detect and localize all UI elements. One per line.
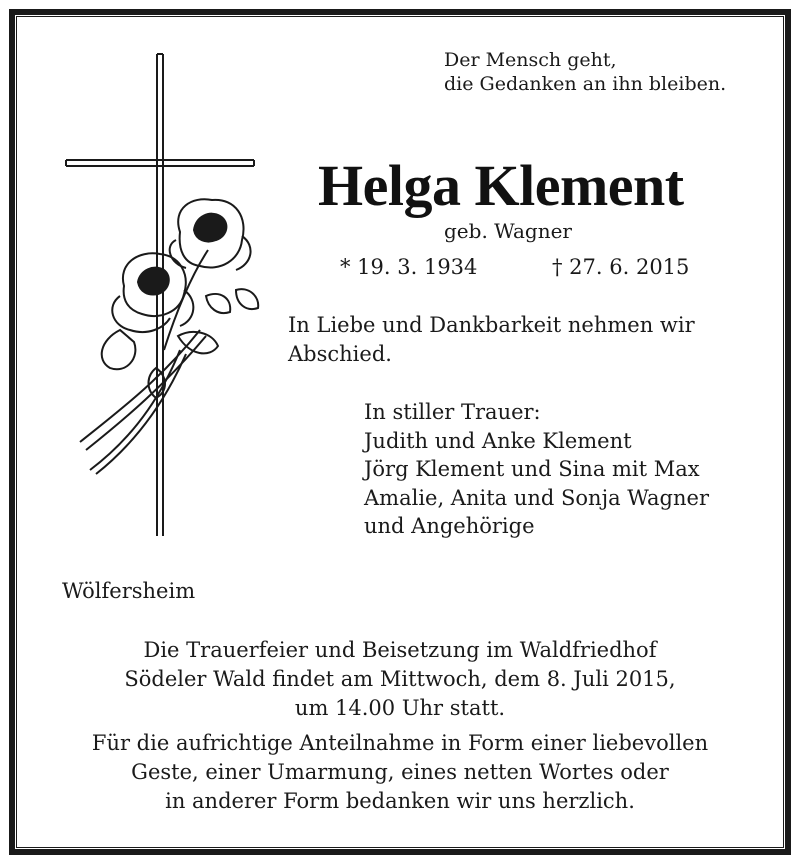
- mourner-name: Jörg Klement und Sina mit Max: [364, 457, 700, 481]
- deceased-name: Helga Klement: [318, 153, 684, 218]
- maiden-name: geb. Wagner: [444, 219, 572, 243]
- service-line: Die Trauerfeier und Beisetzung im Waldfriedhof: [143, 638, 657, 662]
- farewell-text: [288, 311, 768, 369]
- thanks-notice: [0, 729, 800, 816]
- birth-date: * 19. 3. 1934: [340, 255, 478, 279]
- service-line: Södeler Wald findet am Mittwoch, dem 8. Juli 2015,: [124, 667, 676, 691]
- thanks-line: Für die aufrichtige Anteilnahme in Form einer liebevollen: [91, 731, 709, 755]
- mourner-name: und Angehörige: [364, 514, 535, 538]
- motto-line: Der Mensch geht,: [444, 49, 617, 71]
- motto-line: die Gedanken an ihn bleiben.: [444, 73, 727, 95]
- mourners-heading: In stiller Trauer:: [364, 400, 541, 424]
- mourner-name: Amalie, Anita und Sonja Wagner: [364, 485, 709, 510]
- farewell-line: Abschied.: [288, 342, 392, 366]
- place-name: Wölfersheim: [62, 579, 196, 603]
- motto: [444, 48, 726, 96]
- thanks-line: Geste, einer Umarmung, eines netten Wortes oder: [131, 760, 669, 784]
- mourners-block: [364, 398, 709, 541]
- mourner-name: Judith und Anke Klement: [364, 428, 632, 453]
- service-line: um 14.00 Uhr statt.: [294, 696, 506, 720]
- cross-with-roses-icon: [60, 50, 260, 540]
- service-notice: [0, 636, 800, 723]
- thanks-line: in anderer Form bedanken wir uns herzlich.: [165, 789, 635, 813]
- death-date: † 27. 6. 2015: [552, 255, 690, 279]
- farewell-line: In Liebe und Dankbarkeit nehmen wir: [288, 313, 695, 337]
